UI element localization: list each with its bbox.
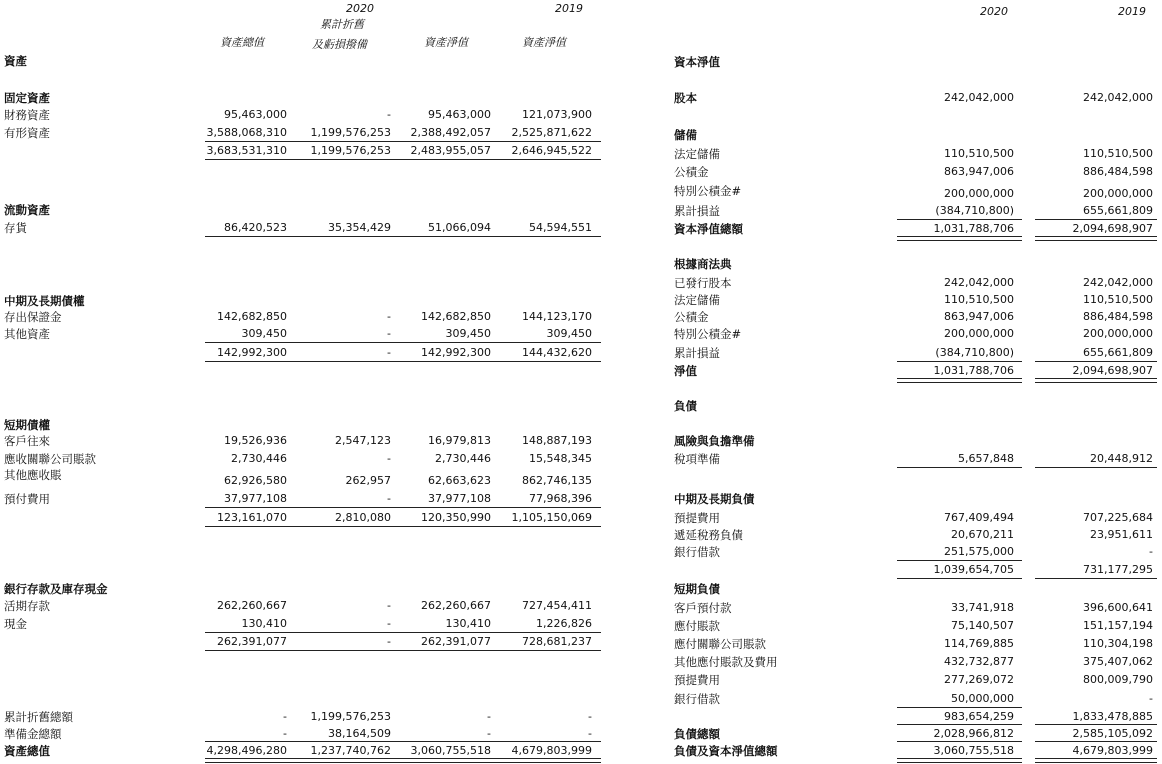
value-2019: 110,304,198 bbox=[1083, 637, 1153, 650]
value-2020: 767,409,494 bbox=[944, 511, 1014, 524]
subtotal-gross: 3,683,531,310 bbox=[206, 144, 287, 157]
value-2020: 242,042,000 bbox=[944, 91, 1014, 104]
risk-provision-title: 風險與負擔準備 bbox=[674, 434, 755, 448]
net-2019-cell: 144,123,170 bbox=[522, 310, 592, 323]
gross-cell: 19,526,936 bbox=[224, 434, 287, 447]
row-label: 其他應收賬 bbox=[4, 468, 62, 482]
value-2020: (384,710,800) bbox=[935, 346, 1014, 359]
row-label: 應付賬款 bbox=[674, 619, 720, 633]
gross-cell: 37,977,108 bbox=[224, 492, 287, 505]
current-assets-title: 流動資產 bbox=[4, 203, 50, 217]
row-label: 法定儲備 bbox=[674, 147, 720, 161]
dep-cell: - bbox=[387, 617, 391, 630]
row-label: 有形資產 bbox=[4, 126, 50, 140]
rule-2019 bbox=[1035, 219, 1157, 220]
gross-cell: 2,730,446 bbox=[231, 452, 287, 465]
rule-2020 bbox=[897, 560, 1022, 561]
equity-title: 資本淨值 bbox=[674, 55, 720, 69]
net-2020-cell: 37,977,108 bbox=[428, 492, 491, 505]
row-label: 稅項準備 bbox=[674, 452, 720, 466]
net-2020-cell: - bbox=[487, 727, 491, 740]
dep-cell: 2,547,123 bbox=[335, 434, 391, 447]
value-2020: 251,575,000 bbox=[944, 545, 1014, 558]
rule-2020 bbox=[897, 724, 1022, 725]
subtotal-rule bbox=[205, 507, 601, 508]
subtotal-bottom-rule bbox=[205, 650, 601, 651]
rule-2020 bbox=[897, 361, 1022, 362]
gross-cell: - bbox=[283, 727, 287, 740]
subtotal-net-2020: 142,992,300 bbox=[421, 346, 491, 359]
total-net-2019: 4,679,803,999 bbox=[511, 744, 592, 757]
row-label: 公積金 bbox=[674, 165, 709, 179]
row-label: 銀行借款 bbox=[674, 692, 720, 706]
short-term-liab-title: 短期負債 bbox=[674, 582, 720, 596]
dep-cell: - bbox=[387, 310, 391, 323]
value-2019: 2,094,698,907 bbox=[1072, 364, 1153, 377]
total-rule bbox=[205, 741, 601, 742]
value-2019: - bbox=[1149, 692, 1153, 705]
subtotal-bottom-rule bbox=[205, 159, 601, 160]
gross-cell: 86,420,523 bbox=[224, 221, 287, 234]
subtotal-net-2019: 2,646,945,522 bbox=[511, 144, 592, 157]
gross-cell: 62,926,580 bbox=[224, 474, 287, 487]
net-2020-cell: 142,682,850 bbox=[421, 310, 491, 323]
value-2020: 863,947,006 bbox=[944, 165, 1014, 178]
row-label: 客戶往來 bbox=[4, 434, 50, 448]
gross-cell: 95,463,000 bbox=[224, 108, 287, 121]
row-label: 已發行股本 bbox=[674, 276, 732, 290]
total-double-rule bbox=[205, 758, 601, 763]
value-2019: 20,448,912 bbox=[1090, 452, 1153, 465]
double-rule-2020 bbox=[897, 758, 1022, 763]
row-label: 預提費用 bbox=[674, 511, 720, 525]
double-rule-2019 bbox=[1035, 236, 1157, 241]
subtotal-2020: 1,039,654,705 bbox=[933, 563, 1014, 576]
subtotal-2019: 1,833,478,885 bbox=[1072, 710, 1153, 723]
rule-2020 bbox=[897, 467, 1022, 468]
subtotal-dep: - bbox=[387, 346, 391, 359]
dep-cell: - bbox=[387, 108, 391, 121]
gross-cell: 142,682,850 bbox=[217, 310, 287, 323]
net-2020-cell: 2,730,446 bbox=[435, 452, 491, 465]
value-2020: 2,028,966,812 bbox=[933, 727, 1014, 740]
value-2020: 242,042,000 bbox=[944, 276, 1014, 289]
net-2019-cell: 121,073,900 bbox=[522, 108, 592, 121]
subtotal-rule bbox=[205, 141, 601, 142]
row-label: 存出保證金 bbox=[4, 310, 62, 324]
net-2020-cell: - bbox=[487, 710, 491, 723]
net-2020-cell: 51,066,094 bbox=[428, 221, 491, 234]
row-label: 累計折舊總額 bbox=[4, 710, 73, 724]
gross-cell: 262,260,667 bbox=[217, 599, 287, 612]
value-2020: 33,741,918 bbox=[951, 601, 1014, 614]
double-rule-2019 bbox=[1035, 378, 1157, 383]
right-year-2020-header: 2020 bbox=[980, 5, 1008, 18]
net-2019-cell: 309,450 bbox=[546, 327, 592, 340]
row-label: 法定儲備 bbox=[674, 293, 720, 307]
net-2019-cell: 15,548,345 bbox=[529, 452, 592, 465]
value-2020: 432,732,877 bbox=[944, 655, 1014, 668]
rule-2020 bbox=[897, 578, 1022, 579]
gross-col-header: 資產總值 bbox=[220, 36, 264, 49]
subtotal-dep: 1,199,576,253 bbox=[310, 144, 391, 157]
value-2020: 110,510,500 bbox=[944, 147, 1014, 160]
gross-cell: - bbox=[283, 710, 287, 723]
subtotal-net-2020: 2,483,955,057 bbox=[410, 144, 491, 157]
subtotal-net-2020: 120,350,990 bbox=[421, 511, 491, 524]
value-2020: 1,031,788,706 bbox=[933, 364, 1014, 377]
right-year-2019-header: 2019 bbox=[1118, 5, 1146, 18]
value-2019: 200,000,000 bbox=[1083, 187, 1153, 200]
dep-cell: - bbox=[387, 327, 391, 340]
row-label: 遞延稅務負債 bbox=[674, 528, 743, 542]
short-term-title: 短期債權 bbox=[4, 418, 50, 432]
gross-cell: 309,450 bbox=[241, 327, 287, 340]
row-label: 特別公積金# bbox=[674, 184, 742, 198]
value-2019: 242,042,000 bbox=[1083, 276, 1153, 289]
value-2019: 655,661,809 bbox=[1083, 204, 1153, 217]
value-2020: 200,000,000 bbox=[944, 327, 1014, 340]
rule-2019 bbox=[1035, 467, 1157, 468]
value-2019: 2,094,698,907 bbox=[1072, 222, 1153, 235]
gross-cell: 130,410 bbox=[241, 617, 287, 630]
total-net-2020: 3,060,755,518 bbox=[410, 744, 491, 757]
row-label: 應付關聯公司賬款 bbox=[674, 637, 766, 651]
year-2020-header: 2020 bbox=[346, 2, 374, 15]
net-2020-col-header: 資產淨值 bbox=[424, 36, 468, 49]
value-2019: 110,510,500 bbox=[1083, 147, 1153, 160]
rule-2019 bbox=[1035, 578, 1157, 579]
value-2020: 200,000,000 bbox=[944, 187, 1014, 200]
net-2019-cell: 148,887,193 bbox=[522, 434, 592, 447]
row-label: 預付費用 bbox=[4, 492, 50, 506]
dep-cell: 1,199,576,253 bbox=[310, 710, 391, 723]
net-2020-cell: 95,463,000 bbox=[428, 108, 491, 121]
rule-2019 bbox=[1035, 361, 1157, 362]
reserves-title: 儲備 bbox=[674, 128, 697, 142]
value-2019: 200,000,000 bbox=[1083, 327, 1153, 340]
row-rule bbox=[205, 236, 601, 237]
accum-dep-header-line2: 及虧損撥備 bbox=[312, 38, 367, 51]
value-2020: 20,670,211 bbox=[951, 528, 1014, 541]
value-2020: 50,000,000 bbox=[951, 692, 1014, 705]
grand-total-label: 負債及資本淨值總額 bbox=[674, 744, 778, 758]
net-2020-cell: 62,663,623 bbox=[428, 474, 491, 487]
commercial-code-title: 根據商法典 bbox=[674, 257, 732, 271]
dep-cell: 1,199,576,253 bbox=[310, 126, 391, 139]
row-label: 其他應付賬款及費用 bbox=[674, 655, 778, 669]
double-rule-2020 bbox=[897, 378, 1022, 383]
value-2019: 655,661,809 bbox=[1083, 346, 1153, 359]
value-2020: 863,947,006 bbox=[944, 310, 1014, 323]
value-2020: 5,657,848 bbox=[958, 452, 1014, 465]
value-2020: 110,510,500 bbox=[944, 293, 1014, 306]
total-assets-label: 資產總值 bbox=[4, 744, 50, 758]
row-label: 累計損益 bbox=[674, 204, 720, 218]
net-2020-cell: 130,410 bbox=[445, 617, 491, 630]
value-2019: 800,009,790 bbox=[1083, 673, 1153, 686]
value-2020: 114,769,885 bbox=[944, 637, 1014, 650]
net-2019-cell: 2,525,871,622 bbox=[511, 126, 592, 139]
subtotal-bottom-rule bbox=[205, 526, 601, 527]
double-rule-2020 bbox=[897, 236, 1022, 241]
rule-2020 bbox=[897, 219, 1022, 220]
double-rule-2019 bbox=[1035, 758, 1157, 763]
value-2019: 2,585,105,092 bbox=[1072, 727, 1153, 740]
subtotal-gross: 142,992,300 bbox=[217, 346, 287, 359]
gross-cell: 3,588,068,310 bbox=[206, 126, 287, 139]
subtotal-net-2019: 1,105,150,069 bbox=[511, 511, 592, 524]
subtotal-gross: 262,391,077 bbox=[217, 635, 287, 648]
subtotal-gross: 123,161,070 bbox=[217, 511, 287, 524]
value-2019: - bbox=[1149, 545, 1153, 558]
long-term-liab-title: 中期及長期負債 bbox=[674, 492, 755, 506]
dep-cell: - bbox=[387, 452, 391, 465]
row-label: 其他資產 bbox=[4, 327, 50, 341]
value-2020: 1,031,788,706 bbox=[933, 222, 1014, 235]
subtotal-net-2019: 144,432,620 bbox=[522, 346, 592, 359]
assets-title: 資產 bbox=[4, 54, 27, 68]
net-value-label: 淨值 bbox=[674, 364, 697, 378]
net-2019-cell: 54,594,551 bbox=[529, 221, 592, 234]
subtotal-rule bbox=[205, 342, 601, 343]
net-2020-cell: 2,388,492,057 bbox=[410, 126, 491, 139]
subtotal-net-2019: 728,681,237 bbox=[522, 635, 592, 648]
liabilities-title: 負債 bbox=[674, 399, 697, 413]
dep-cell: 262,957 bbox=[345, 474, 391, 487]
row-label: 銀行借款 bbox=[674, 545, 720, 559]
row-label: 客戶預付款 bbox=[674, 601, 732, 615]
row-label: 存貨 bbox=[4, 221, 27, 235]
rule-2019 bbox=[1035, 741, 1157, 742]
total-gross: 4,298,496,280 bbox=[206, 744, 287, 757]
total-dep: 1,237,740,762 bbox=[310, 744, 391, 757]
row-label: 應收關聯公司賬款 bbox=[4, 452, 96, 466]
year-2019-header: 2019 bbox=[555, 2, 583, 15]
total-liabilities-label: 負債總額 bbox=[674, 727, 720, 741]
net-2020-cell: 262,260,667 bbox=[421, 599, 491, 612]
value-2020: (384,710,800) bbox=[935, 204, 1014, 217]
value-2019: 4,679,803,999 bbox=[1072, 744, 1153, 757]
value-2019: 110,510,500 bbox=[1083, 293, 1153, 306]
subtotal-dep: 2,810,080 bbox=[335, 511, 391, 524]
row-label: 公積金 bbox=[674, 310, 709, 324]
dep-cell: - bbox=[387, 492, 391, 505]
row-label: 特別公積金# bbox=[674, 327, 742, 341]
net-2019-cell: 77,968,396 bbox=[529, 492, 592, 505]
value-2019: 886,484,598 bbox=[1083, 165, 1153, 178]
dep-cell: 35,354,429 bbox=[328, 221, 391, 234]
accum-dep-header-line1: 累計折舊 bbox=[320, 18, 364, 31]
value-2019: 886,484,598 bbox=[1083, 310, 1153, 323]
value-2019: 707,225,684 bbox=[1083, 511, 1153, 524]
row-label: 累計損益 bbox=[674, 346, 720, 360]
value-2019: 375,407,062 bbox=[1083, 655, 1153, 668]
net-2020-cell: 16,979,813 bbox=[428, 434, 491, 447]
rule-2019 bbox=[1035, 724, 1157, 725]
equity-total-label: 資本淨值總額 bbox=[674, 222, 743, 236]
net-2019-cell: - bbox=[588, 727, 592, 740]
net-2019-cell: 862,746,135 bbox=[522, 474, 592, 487]
value-2019: 242,042,000 bbox=[1083, 91, 1153, 104]
subtotal-bottom-rule bbox=[205, 361, 601, 362]
rule-2020 bbox=[897, 741, 1022, 742]
net-2019-cell: 727,454,411 bbox=[522, 599, 592, 612]
rule-2020 bbox=[897, 707, 1022, 708]
net-2019-col-header: 資產淨值 bbox=[522, 36, 566, 49]
capital-label: 股本 bbox=[674, 91, 697, 105]
net-2019-cell: 1,226,826 bbox=[536, 617, 592, 630]
row-label: 活期存款 bbox=[4, 599, 50, 613]
subtotal-dep: - bbox=[387, 635, 391, 648]
row-label: 準備金總額 bbox=[4, 727, 62, 741]
subtotal-net-2020: 262,391,077 bbox=[421, 635, 491, 648]
dep-cell: - bbox=[387, 599, 391, 612]
subtotal-2019: 731,177,295 bbox=[1083, 563, 1153, 576]
long-term-title: 中期及長期債權 bbox=[4, 294, 85, 308]
value-2020: 277,269,072 bbox=[944, 673, 1014, 686]
cash-title: 銀行存款及庫存現金 bbox=[4, 582, 108, 596]
fixed-assets-title: 固定資產 bbox=[4, 91, 50, 105]
value-2019: 396,600,641 bbox=[1083, 601, 1153, 614]
net-2020-cell: 309,450 bbox=[445, 327, 491, 340]
value-2020: 3,060,755,518 bbox=[933, 744, 1014, 757]
row-label: 預提費用 bbox=[674, 673, 720, 687]
value-2019: 23,951,611 bbox=[1090, 528, 1153, 541]
net-2019-cell: - bbox=[588, 710, 592, 723]
subtotal-rule bbox=[205, 632, 601, 633]
subtotal-2020: 983,654,259 bbox=[944, 710, 1014, 723]
dep-cell: 38,164,509 bbox=[328, 727, 391, 740]
value-2020: 75,140,507 bbox=[951, 619, 1014, 632]
row-label: 財務資產 bbox=[4, 108, 50, 122]
row-label: 現金 bbox=[4, 617, 27, 631]
value-2019: 151,157,194 bbox=[1083, 619, 1153, 632]
